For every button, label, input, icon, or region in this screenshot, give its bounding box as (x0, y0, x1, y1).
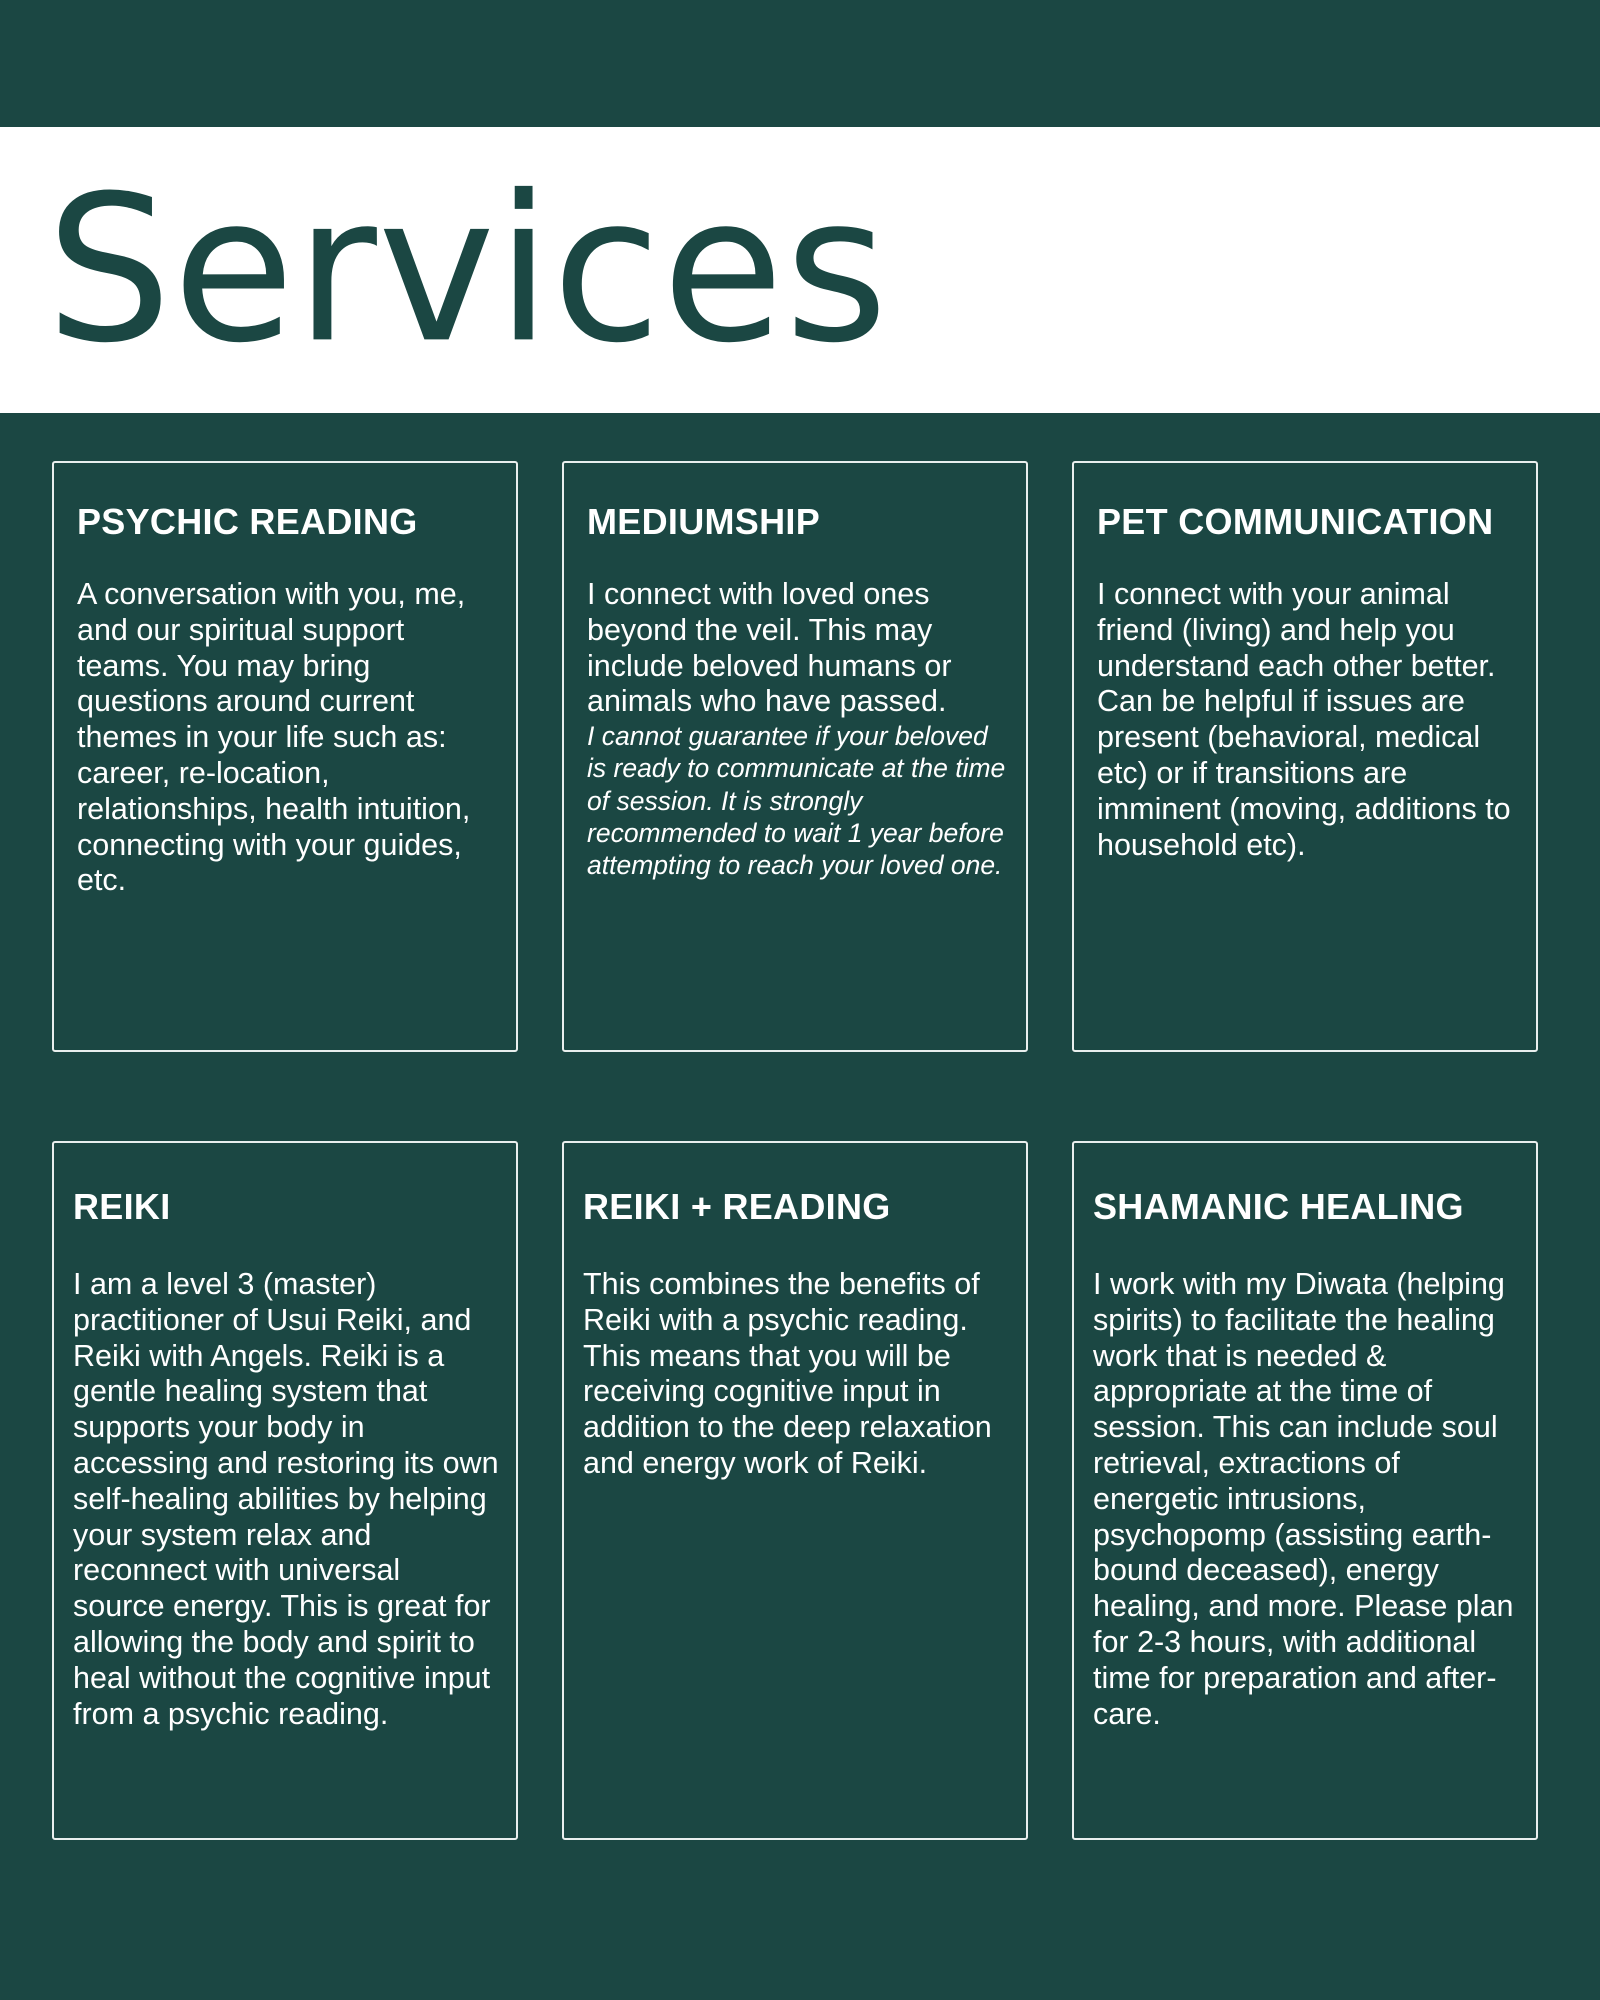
service-description: A conversation with you, me, and our spiritual support teams. You may bring questions around current themes in your life such as: career, re-location, relationships, health intuition, connecting with your guides, etc. (77, 577, 471, 898)
service-description: I connect with loved ones beyond the veil. This may include beloved humans or animals who have passed. (587, 577, 952, 719)
service-description: I am a level 3 (master) practitioner of Usui Reiki, and Reiki with Angels. Reiki is a gentle healing system that supports your body in accessing and restoring its own self-healing abilities by helping your system relax and reconnect with universal source energy. This is great for allowing the body and spirit to heal without the cognitive input from a psychic reading. (73, 1267, 499, 1731)
service-card-reiki-reading (562, 1141, 1028, 1840)
service-heading: PET COMMUNICATION (1097, 501, 1494, 542)
service-card-pet-communication (1072, 461, 1538, 1052)
service-description: I work with my Diwata (helping spirits) to facilitate the healing work that is needed & appropriate at the time of session. This can include soul retrieval, extractions of energetic intrusions, psychopomp (assisting earth-bound deceased), energy healing, and more. Please plan for 2-3 hours, with additional time for preparation and after-care. (1093, 1267, 1514, 1731)
page-title: Services (46, 151, 889, 388)
service-description: This combines the benefits of Reiki with a psychic reading. This means that you will be receiving cognitive input in addition to the deep relaxation and energy work of Reiki. (583, 1267, 992, 1480)
top-band (0, 0, 1600, 127)
service-disclaimer-note: I cannot guarantee if your beloved is ready to communicate at the time of session. It is strongly recommended to wait 1 year before attempting to reach your loved one. (587, 721, 1006, 880)
service-heading: MEDIUMSHIP (587, 501, 821, 542)
service-heading: REIKI (73, 1186, 171, 1227)
service-description: I connect with your animal friend (living) and help you understand each other better. Can be helpful if issues are present (behavioral, medical etc) or if transitions are imminent (moving, additions to household etc). (1097, 577, 1511, 862)
service-heading: SHAMANIC HEALING (1093, 1186, 1464, 1227)
service-card-reiki (52, 1141, 518, 1840)
service-body (587, 577, 1010, 881)
service-heading: REIKI + READING (583, 1186, 891, 1227)
service-heading: PSYCHIC READING (77, 501, 418, 542)
service-card-psychic-reading (52, 461, 518, 1052)
title-banner (0, 127, 1600, 413)
service-card-shamanic-healing (1072, 1141, 1538, 1840)
service-card-mediumship (562, 461, 1028, 1052)
